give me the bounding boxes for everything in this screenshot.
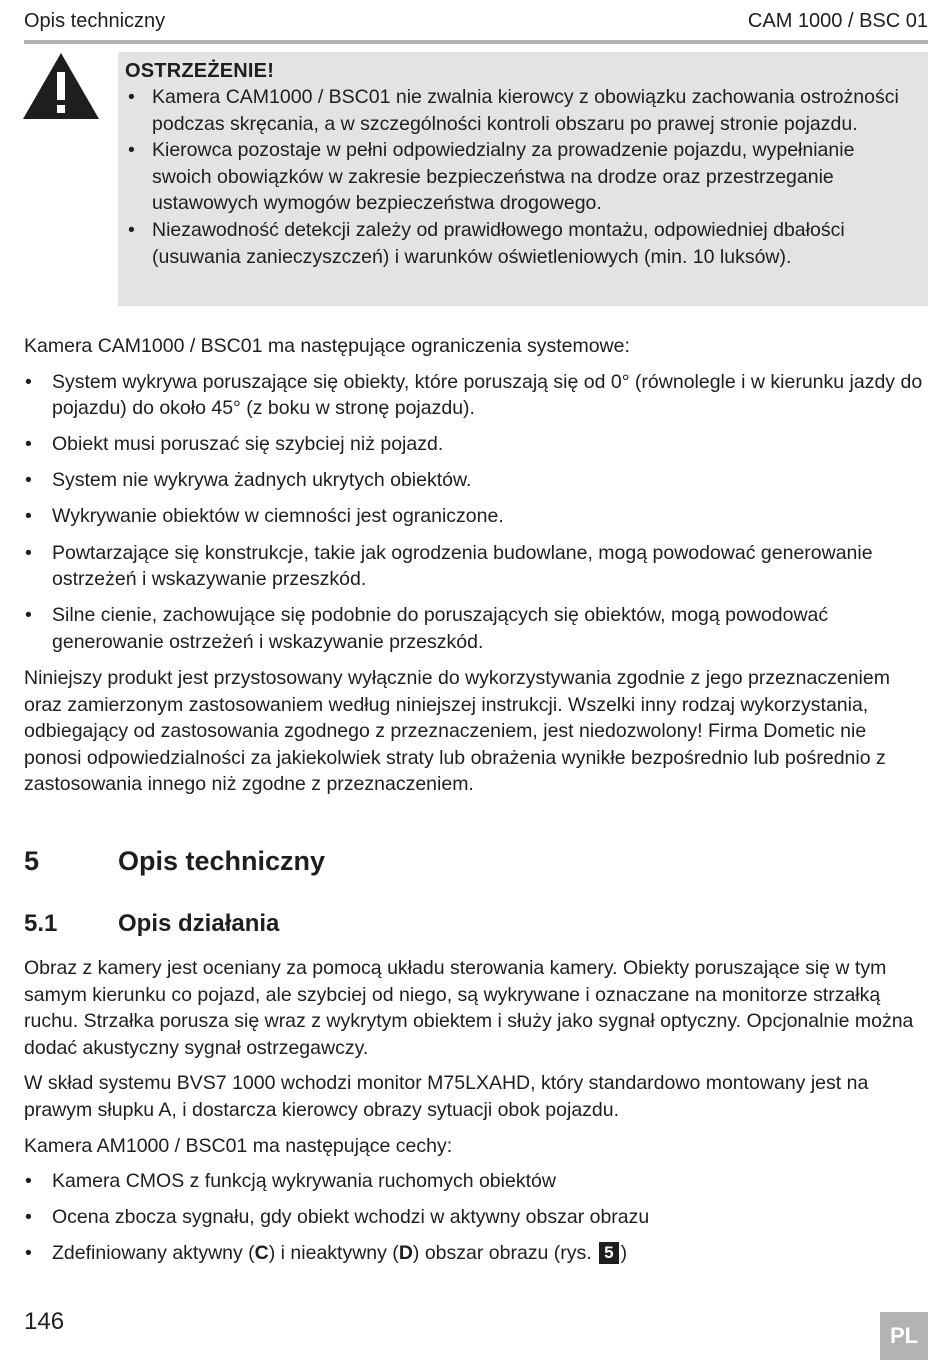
warning-item: • Kierowca pozostaje w pełni odpowiedzialny za prowadzenie pojazdu, wypełnianie swoich obowiązków w zakresie bezpieczeństwa na drodze oraz przestrzeganie ustawowych wymogów bezpieczeństwa drogowego.: [125, 137, 918, 217]
warning-list: [125, 84, 918, 270]
feature-item: • Kamera CMOS z funkcją wykrywania ruchomych obiektów: [24, 1168, 928, 1195]
warning-title: OSTRZEŻENIE!: [125, 60, 275, 82]
warning-item: • Niezawodność detekcji zależy od prawidłowego montażu, odpowiedniej dbałości (usuwania zanieczyszczeń) i warunków oświetleniowych (min. 10 luksów).: [125, 217, 918, 270]
warning-item: • Kamera CAM1000 / BSC01 nie zwalnia kierowcy z obowiązku zachowania ostrożności podczas skręcania, a w szczególności kontroli obszaru po prawej stronie pojazdu.: [125, 84, 918, 137]
limitations-section: [24, 333, 928, 798]
function-description: [24, 955, 928, 1276]
limitation-item: • Silne cienie, zachowujące się podobnie do poruszających się obiektów, mogą powodować generowanie ostrzeżeń i wskazywanie przeszkód.: [24, 602, 928, 655]
limitation-item: • System wykrywa poruszające się obiekty, które poruszają się od 0° (równolegle i w kierunku jazdy do pojazdu) do około 45° (z boku w stronę pojazdu).: [24, 369, 928, 422]
subsection-title: Opis działania: [118, 910, 280, 937]
header-section-title: Opis techniczny: [24, 10, 166, 32]
area-label-c: C: [254, 1242, 269, 1265]
subsection-number: 5.1: [24, 910, 58, 937]
feature-text: Zdefiniowany aktywny (: [52, 1242, 255, 1265]
body-paragraph: Kamera AM1000 / BSC01 ma następujące cechy:: [24, 1134, 453, 1157]
feature-item: [24, 1240, 928, 1267]
body-paragraph: Obraz z kamery jest oceniany za pomocą układu sterowania kamery. Obiekty poruszające się w tym samym kierunku co pojazd, ale szybciej od niego, są wykrywane i oznaczane na monitorze strzałką ruchu. Strzałka porusza się wraz z wykrytym obiektem i służy jako sygnał optyczny. Opcjonalnie można dodać akustyczny sygnał ostrzegawczy.: [24, 957, 914, 1059]
limitation-item: • Obiekt musi poruszać się szybciej niż pojazd.: [24, 431, 928, 458]
warning-box: [118, 52, 928, 306]
header-product-name: CAM 1000 / BSC 01: [747, 10, 928, 32]
warning-triangle-icon: [22, 52, 100, 120]
features-list: [24, 1168, 928, 1267]
section-title: Opis techniczny: [118, 846, 326, 876]
section-number: 5: [24, 846, 40, 876]
area-label-d: D: [398, 1242, 413, 1265]
page-header: [24, 8, 928, 44]
page-number: 146: [24, 1308, 65, 1335]
body-paragraph: W skład systemu BVS7 1000 wchodzi monitor M75LXAHD, który standardowo montowany jest na prawym słupku A, i dostarcza kierowcy obrazy sytuacji obok pojazdu.: [24, 1072, 869, 1121]
figure-reference-badge: 5: [599, 1242, 618, 1264]
limitation-item: • System nie wykrywa żadnych ukrytych obiektów.: [24, 467, 928, 494]
limitation-item: • Powtarzające się konstrukcje, takie jak ogrodzenia budowlane, mogą powodować generowanie ostrzeżeń i wskazywanie przeszkód.: [24, 540, 928, 593]
limitation-item: • Wykrywanie obiektów w ciemności jest ograniczone.: [24, 503, 928, 530]
feature-text: ) obszar obrazu (rys.: [412, 1242, 598, 1265]
feature-text: ) i nieaktywny (: [268, 1242, 399, 1265]
language-badge: PL: [880, 1312, 928, 1360]
limitations-intro: Kamera CAM1000 / BSC01 ma następujące ograniczenia systemowe:: [24, 335, 630, 357]
intended-use-paragraph: Niniejszy produkt jest przystosowany wyłącznie do wykorzystywania zgodnie z jego przeznaczeniem oraz zamierzonym zastosowaniem według niniejszej instrukcji. Wszelki inny rodzaj wykorzystania, odbiegający od zastosowania zgodnego z przeznaczeniem, jest niedozwolony! Firma Dometic nie ponosi odpowiedzialności za jakiekolwiek straty lub obrażenia wynikłe bezpośrednio lub pośrednio z zastosowania innego niż zgodne z przeznaczeniem.: [24, 666, 890, 796]
feature-text: ): [620, 1242, 628, 1265]
feature-item: • Ocena zbocza sygnału, gdy obiekt wchodzi w aktywny obszar obrazu: [24, 1204, 928, 1231]
limitations-list: [24, 369, 928, 656]
